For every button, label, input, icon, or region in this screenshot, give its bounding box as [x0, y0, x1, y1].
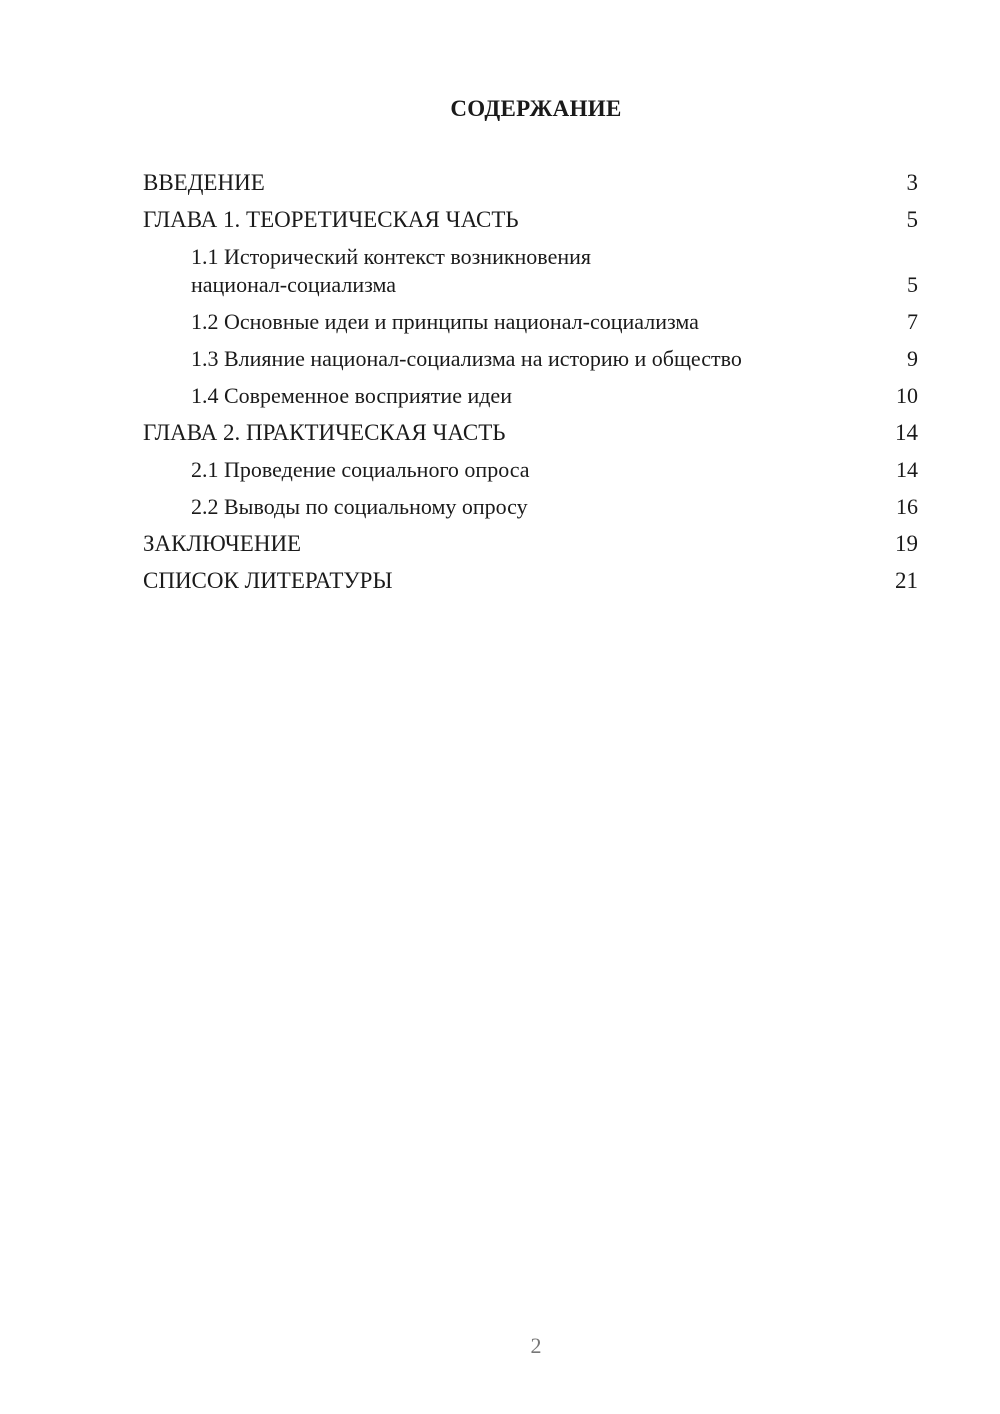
toc-entry-introduction[interactable]: [143, 169, 918, 197]
toc-entry-label: СПИСОК ЛИТЕРАТУРЫ: [143, 568, 393, 593]
toc-entry-bibliography[interactable]: [143, 567, 918, 595]
toc-entry-chapter-2[interactable]: [143, 419, 918, 447]
toc-entry-label: 1.3 Влияние национал-социализма на историю и общество: [191, 346, 742, 371]
toc-entry-page: 14: [895, 420, 918, 445]
toc-entry-page: 7: [907, 309, 918, 334]
toc-entry-page: 16: [896, 494, 918, 519]
toc-entry-page: 21: [895, 568, 918, 593]
toc-entry-page: 3: [906, 170, 918, 195]
toc-entry-section-1-2[interactable]: [143, 308, 918, 336]
toc-entry-section-2-1[interactable]: [143, 456, 918, 484]
toc-entry-chapter-1[interactable]: [143, 206, 918, 234]
toc-entry-section-1-1[interactable]: [143, 243, 918, 299]
table-of-contents: [143, 169, 918, 604]
toc-entry-section-2-2[interactable]: [143, 493, 918, 521]
toc-entry-section-1-4[interactable]: [143, 382, 918, 410]
toc-entry-section-1-3[interactable]: [143, 345, 918, 373]
toc-entry-page: 19: [895, 531, 918, 556]
toc-entry-page: 14: [896, 457, 918, 482]
toc-entry-label: 2.1 Проведение социального опроса: [191, 457, 530, 482]
toc-entry-label: 1.4 Современное восприятие идеи: [191, 383, 512, 408]
toc-entry-page: 10: [896, 383, 918, 408]
toc-entry-label: ГЛАВА 2. ПРАКТИЧЕСКАЯ ЧАСТЬ: [143, 420, 506, 445]
toc-entry-label: 1.2 Основные идеи и принципы национал-социализма: [191, 309, 699, 334]
toc-entry-page: 5: [907, 272, 918, 297]
toc-entry-page: 5: [906, 207, 918, 232]
toc-entry-label: 2.2 Выводы по социальному опросу: [191, 494, 528, 519]
toc-entry-conclusion[interactable]: [143, 530, 918, 558]
page-number: 2: [530, 1333, 542, 1358]
page-title: СОДЕРЖАНИЕ: [450, 96, 622, 121]
toc-entry-page: 9: [907, 346, 918, 371]
toc-entry-label: 1.1 Исторический контекст возникновения национал-социализма: [191, 244, 591, 297]
toc-entry-label: ЗАКЛЮЧЕНИЕ: [143, 531, 302, 556]
toc-entry-label: ГЛАВА 1. ТЕОРЕТИЧЕСКАЯ ЧАСТЬ: [143, 207, 519, 232]
toc-entry-label: ВВЕДЕНИЕ: [143, 170, 265, 195]
